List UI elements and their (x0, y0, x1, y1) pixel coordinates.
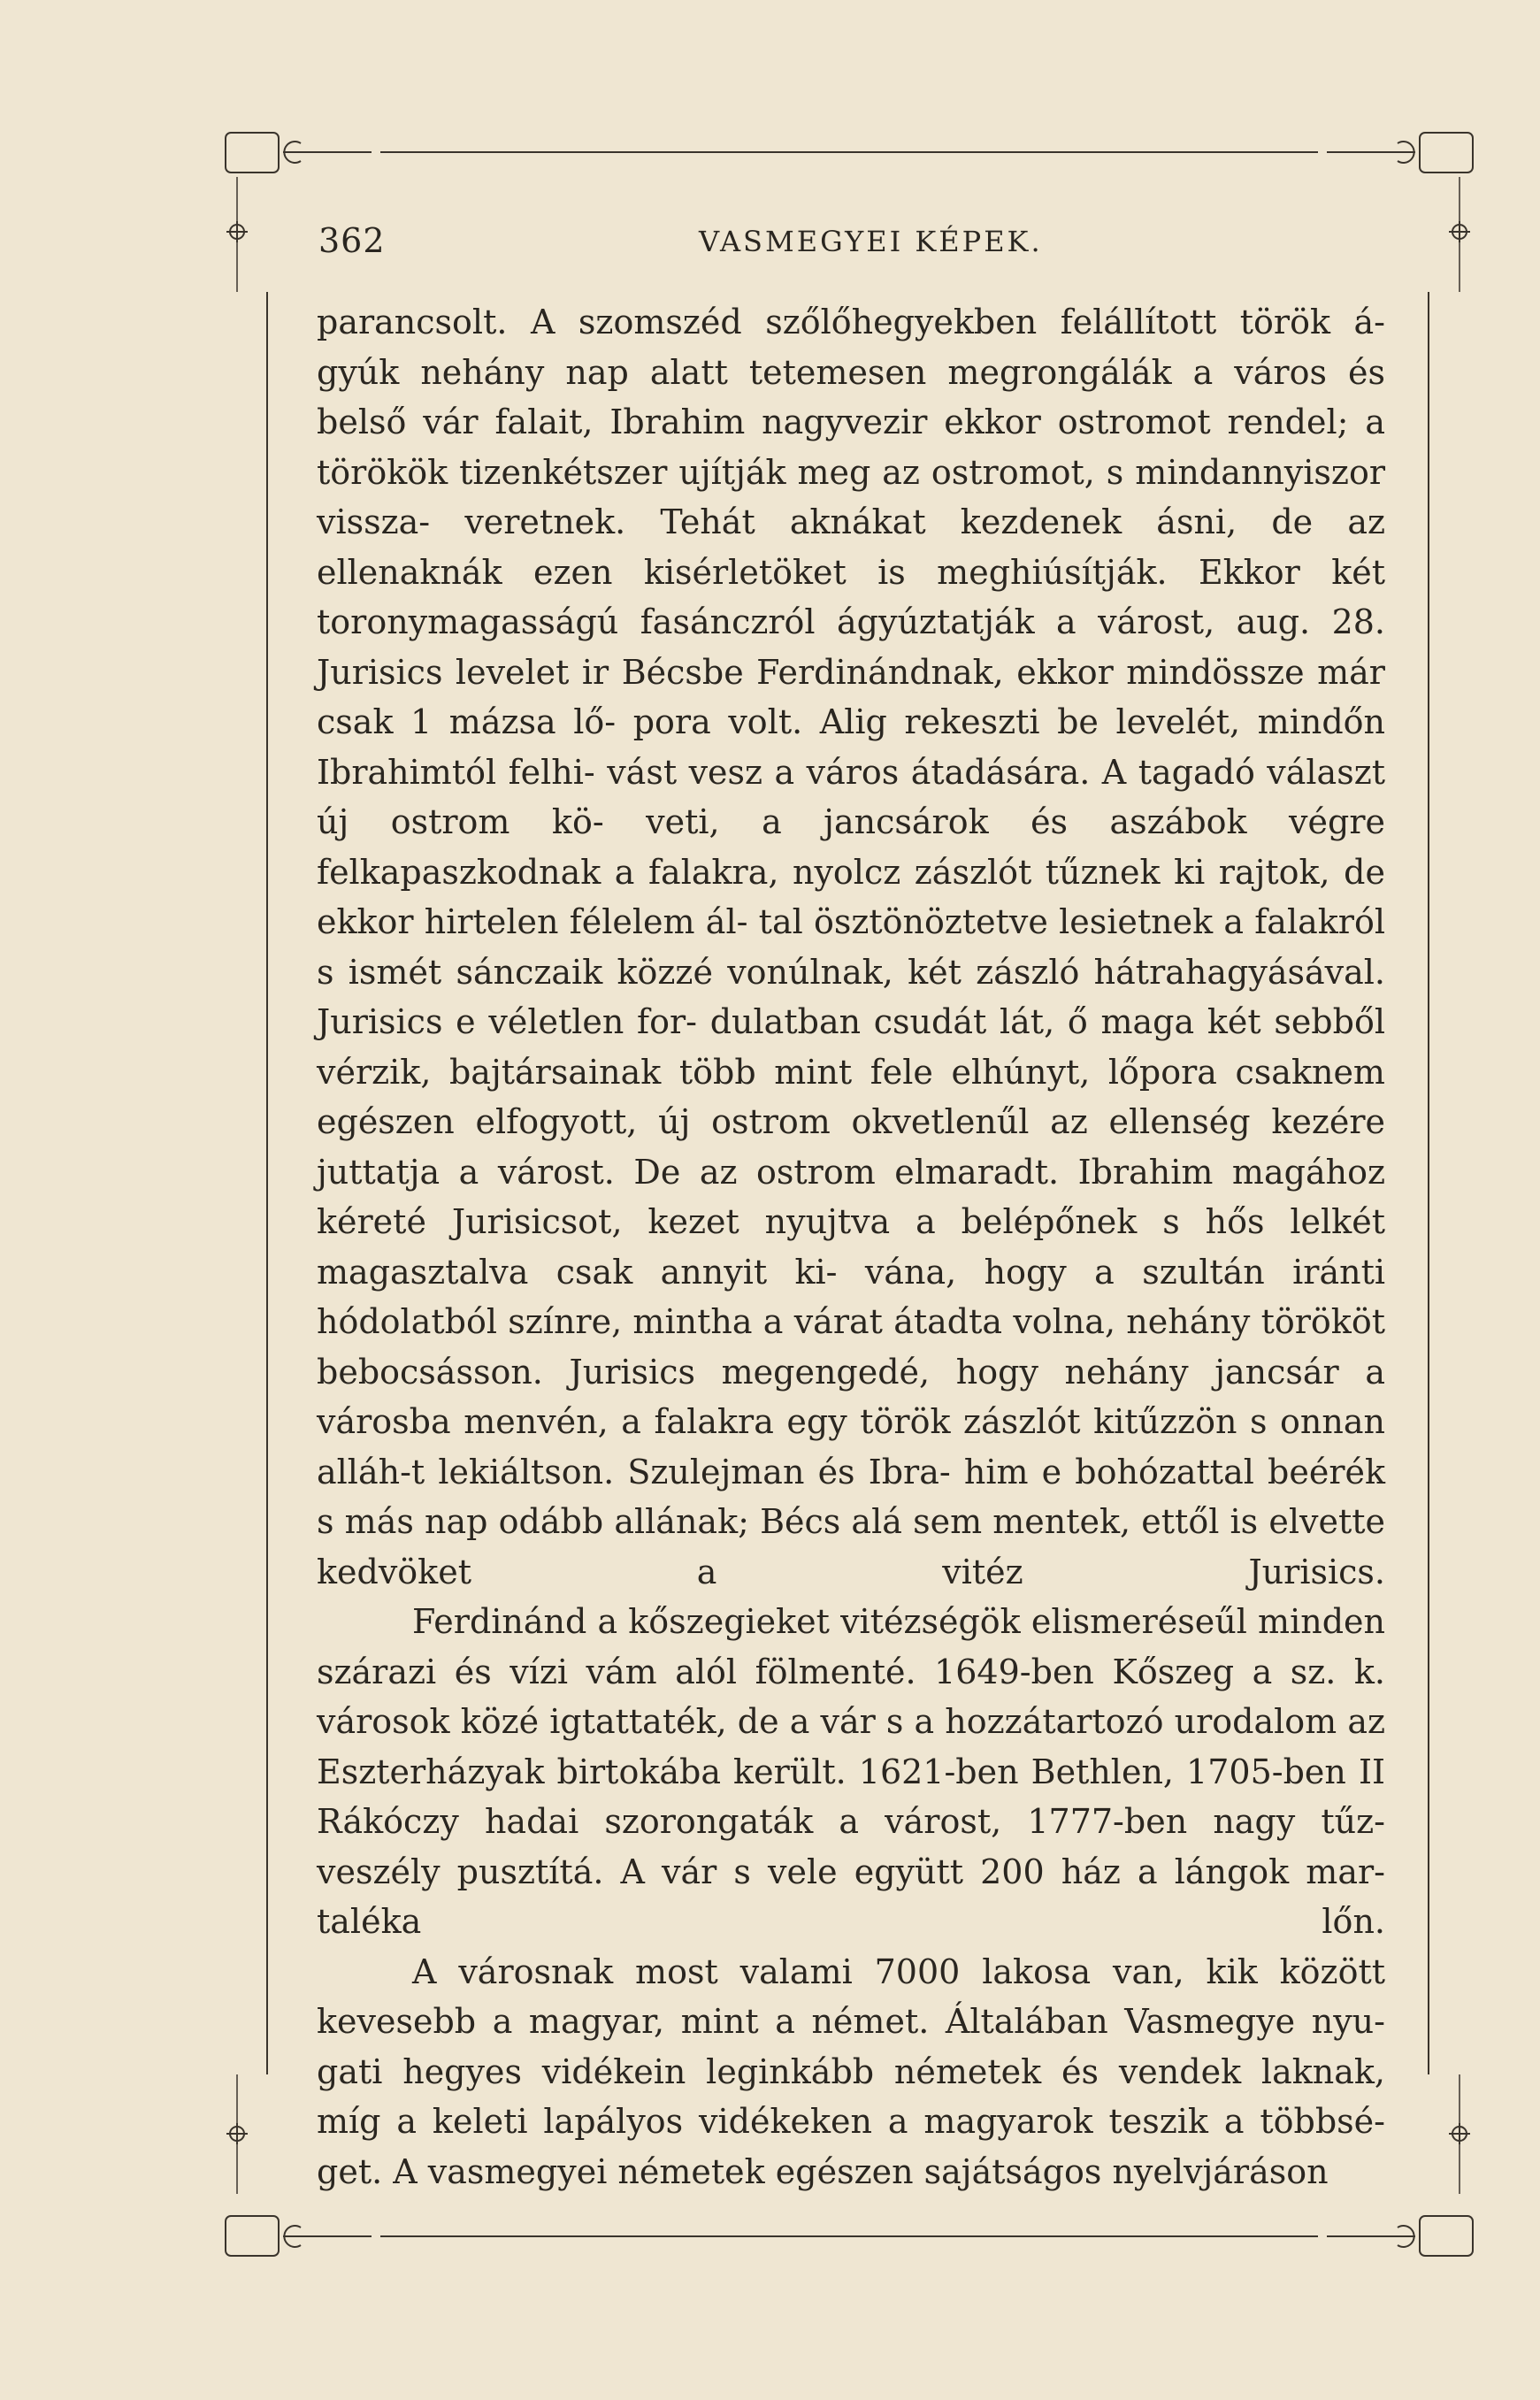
page-number: 362 (318, 221, 386, 260)
running-title: VASMEGYEI KÉPEK. (699, 225, 1043, 258)
page-header (318, 221, 1389, 274)
paragraph-3: A városnak most valami 7000 lakosa van, kik között kevesebb a magyar, mint a német. Általában Vasmegye nyu- gati hegyes vidékein leginkább németek és vendek laknak, míg a keleti lapályos vidékeken a magyarok teszik a többsé- get. A vasmegyei németek egészen sajátságos nyelvjáráson (317, 1951, 1385, 2191)
paragraph-1: parancsolt. A szomszéd szőlőhegyekben felállított török á- gyúk nehány nap alatt tetemesen megrongálák a város és belső vár falait, Ibrahim nagyvezir ekkor ostromot rendel; a törökök tizenkétszer ujítják meg az ostromot, s mindannyiszor vissza- veretnek. Tehát aknákat kezdenek ásni, de az ellenaknák ezen kisérletöket is meghiúsítják. Ekkor két toronymagasságú fasánczról ágyúztatják a várost, aug. 28. Jurisics levelet ir Bécsbe Ferdinándnak, ekkor mindössze már csak 1 mázsa lő- pora volt. Alig rekeszti be levelét, mindőn Ibrahimtól felhi- vást vesz a város átadására. A tagadó választ új ostrom kö- veti, a jancsárok és aszábok végre felkapaszkodnak a falakra, nyolcz zászlót tűznek ki rajtok, de ekkor hirtelen félelem ál- tal ösztönöztetve lesietnek a falakról s ismét sánczaik közzé vonúlnak, két zászló hátrahagyásával. Jurisics e véletlen for- dulatban csudát lát, ő maga két sebből vérzik, bajtársainak több mint fele elhúnyt, lőpora csaknem egészen elfogyott, új ostrom okvetlenűl az ellenség kezére juttatja a várost. De az ostrom elmaradt. Ibrahim magához kéreté Jurisicsot, kezet nyujtva a belépőnek s hős lelkét magasztalva csak annyit ki- vána, hogy a szultán iránti hódolatból színre, mintha a várat átadta volna, nehány törököt bebocsásson. Jurisics megengedé, hogy nehány jancsár a városba menvén, a falakra egy török zászlót kitűzzön s onnan alláh-t lekiáltson. Szulejman és Ibra- him e bohózattal beérék s más nap odább allának; Bécs alá sem mentek, ettől is elvette kedvöket a vitéz Jurisics. (317, 303, 1385, 1591)
paragraph-2: Ferdinánd a kőszegieket vitézségök elismeréseűl minden szárazi és vízi vám alól fölmenté. 1649-ben Kőszeg a sz. k. városok közé igtattaték, de a vár s a hozzátartozó urodalom az Eszterházyak birtokába került. 1621-ben Bethlen, 1705-ben II Rákóczy hadai szorongaták a várost, 1777-ben nagy tűz- veszély pusztítá. A vár s vele együtt 200 ház a lángok mar- taléka lőn. (317, 1602, 1385, 1941)
body-text (317, 297, 1385, 2197)
